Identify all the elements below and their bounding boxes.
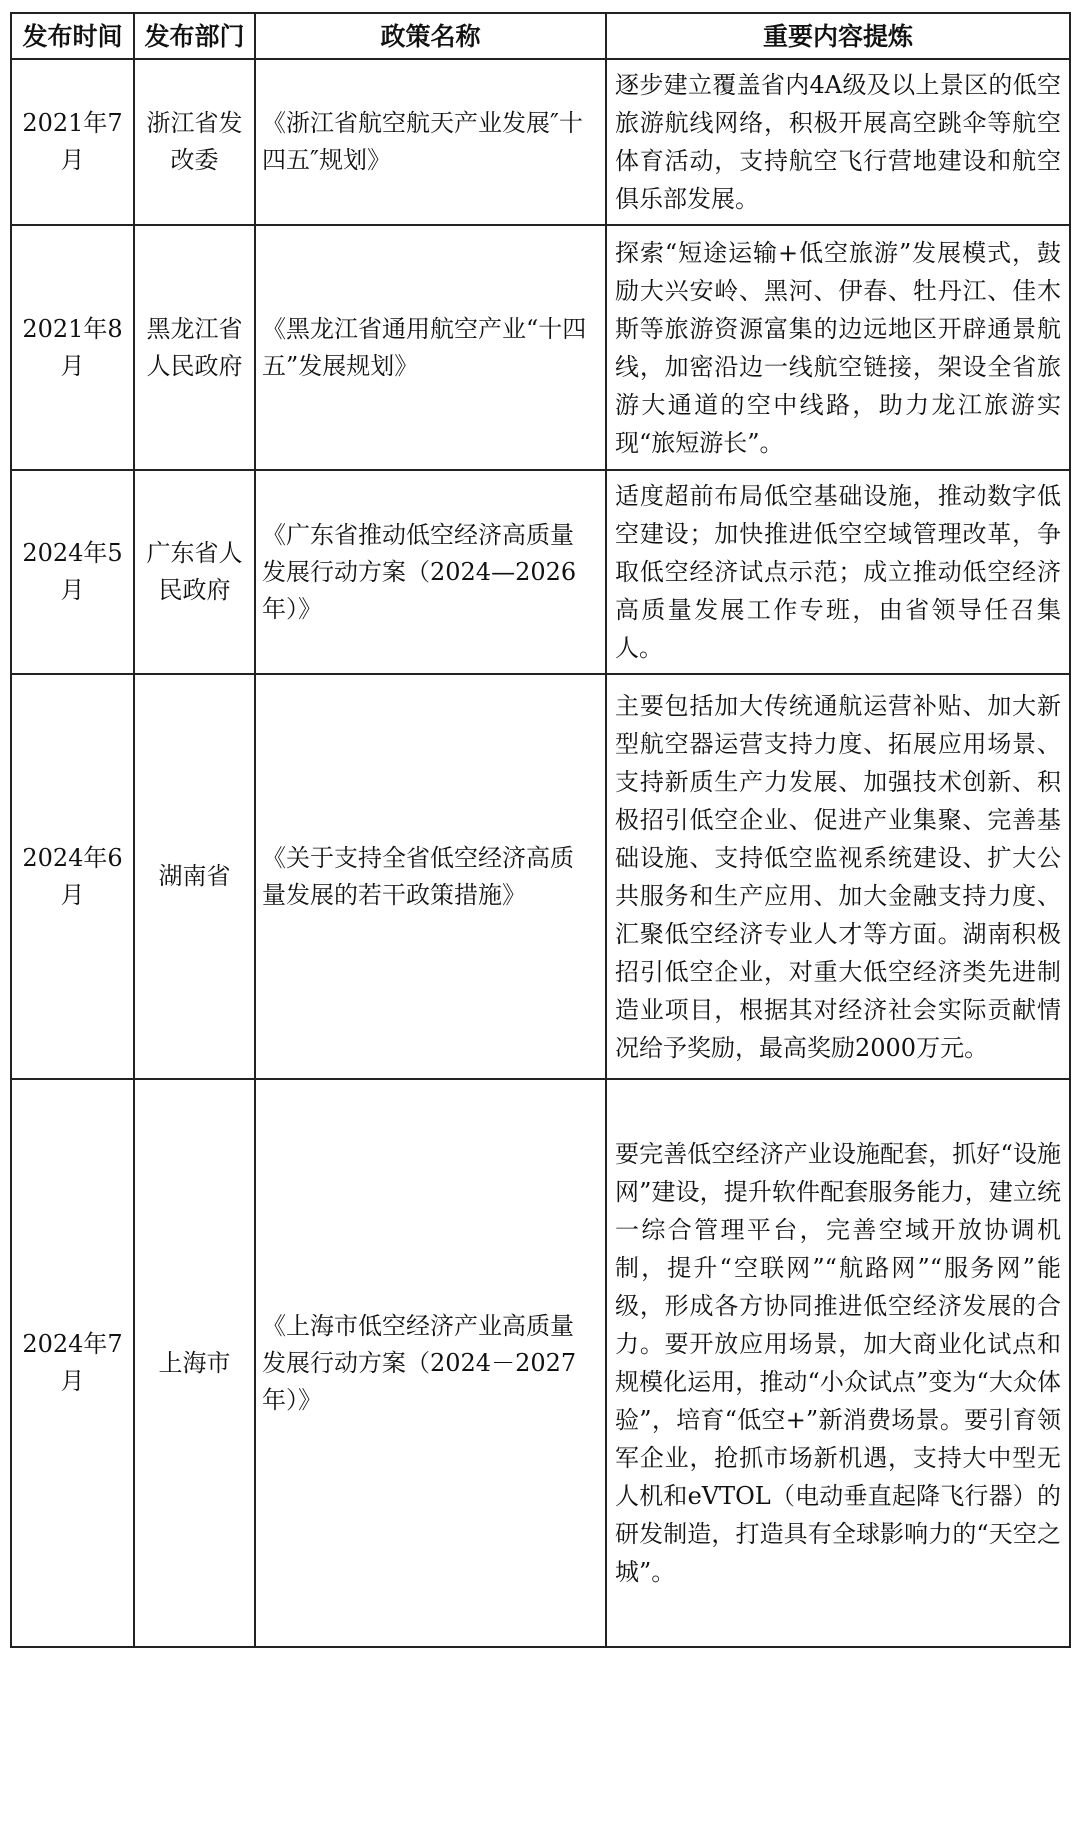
table-row — [11, 59, 1070, 225]
header-policy-name: 政策名称 — [255, 13, 606, 59]
header-key-content: 重要内容提炼 — [606, 13, 1070, 59]
table-row — [11, 470, 1070, 674]
cell-time: 2021年7月 — [11, 59, 134, 225]
cell-time: 2021年8月 — [11, 225, 134, 470]
cell-dept: 上海市 — [134, 1079, 255, 1647]
table-row — [11, 225, 1070, 470]
cell-policy-name: 《上海市低空经济产业高质量发展行动方案（2024－2027年）》 — [255, 1079, 606, 1647]
cell-policy-name: 《广东省推动低空经济高质量发展行动方案（2024—2026年）》 — [255, 470, 606, 674]
cell-dept: 广东省人民政府 — [134, 470, 255, 674]
table-header-row — [11, 13, 1070, 59]
cell-policy-name: 《关于支持全省低空经济高质量发展的若干政策措施》 — [255, 674, 606, 1079]
cell-time: 2024年7月 — [11, 1079, 134, 1647]
cell-time: 2024年6月 — [11, 674, 134, 1079]
cell-key-content: 探索“短途运输+低空旅游”发展模式，鼓励大兴安岭、黑河、伊春、牡丹江、佳木斯等旅游资源富集的边远地区开辟通景航线，加密沿边一线航空链接，架设全省旅游大通道的空中线路，助力龙江旅游实现“旅短游长”。 — [606, 225, 1070, 470]
cell-key-content: 适度超前布局低空基础设施，推动数字低空建设；加快推进低空空域管理改革，争取低空经济试点示范；成立推动低空经济高质量发展工作专班，由省领导任召集人。 — [606, 470, 1070, 674]
cell-key-content: 要完善低空经济产业设施配套，抓好“设施网”建设，提升软件配套服务能力，建立统一综合管理平台，完善空域开放协调机制，提升“空联网”“航路网”“服务网”能级，形成各方协同推进低空经济发展的合力。要开放应用场景，加大商业化试点和规模化运用，推动“小众试点”变为“大众体验”，培育“低空+”新消费场景。要引育领军企业，抢抓市场新机遇，支持大中型无人机和eVTOL（电动垂直起降飞行器）的研发制造，打造具有全球影响力的“天空之城”。 — [606, 1079, 1070, 1647]
header-time: 发布时间 — [11, 13, 134, 59]
header-dept: 发布部门 — [134, 13, 255, 59]
policy-document — [10, 12, 1069, 1822]
cell-dept: 湖南省 — [134, 674, 255, 1079]
cell-key-content: 逐步建立覆盖省内4A级及以上景区的低空旅游航线网络，积极开展高空跳伞等航空体育活动，支持航空飞行营地建设和航空俱乐部发展。 — [606, 59, 1070, 225]
table-row — [11, 1079, 1070, 1647]
cell-dept: 浙江省发改委 — [134, 59, 255, 225]
cell-time: 2024年5月 — [11, 470, 134, 674]
cell-policy-name: 《浙江省航空航天产业发展″十四五″规划》 — [255, 59, 606, 225]
cell-key-content: 主要包括加大传统通航运营补贴、加大新型航空器运营支持力度、拓展应用场景、支持新质生产力发展、加强技术创新、积极招引低空企业、促进产业集聚、完善基础设施、支持低空监视系统建设、扩大公共服务和生产应用、加大金融支持力度、汇聚低空经济专业人才等方面。湖南积极招引低空企业，对重大低空经济类先进制造业项目，根据其对经济社会实际贡献情况给予奖励，最高奖励2000万元。 — [606, 674, 1070, 1079]
policy-table — [10, 12, 1071, 1648]
cell-policy-name: 《黑龙江省通用航空产业“十四五”发展规划》 — [255, 225, 606, 470]
cell-dept: 黑龙江省人民政府 — [134, 225, 255, 470]
table-row — [11, 674, 1070, 1079]
